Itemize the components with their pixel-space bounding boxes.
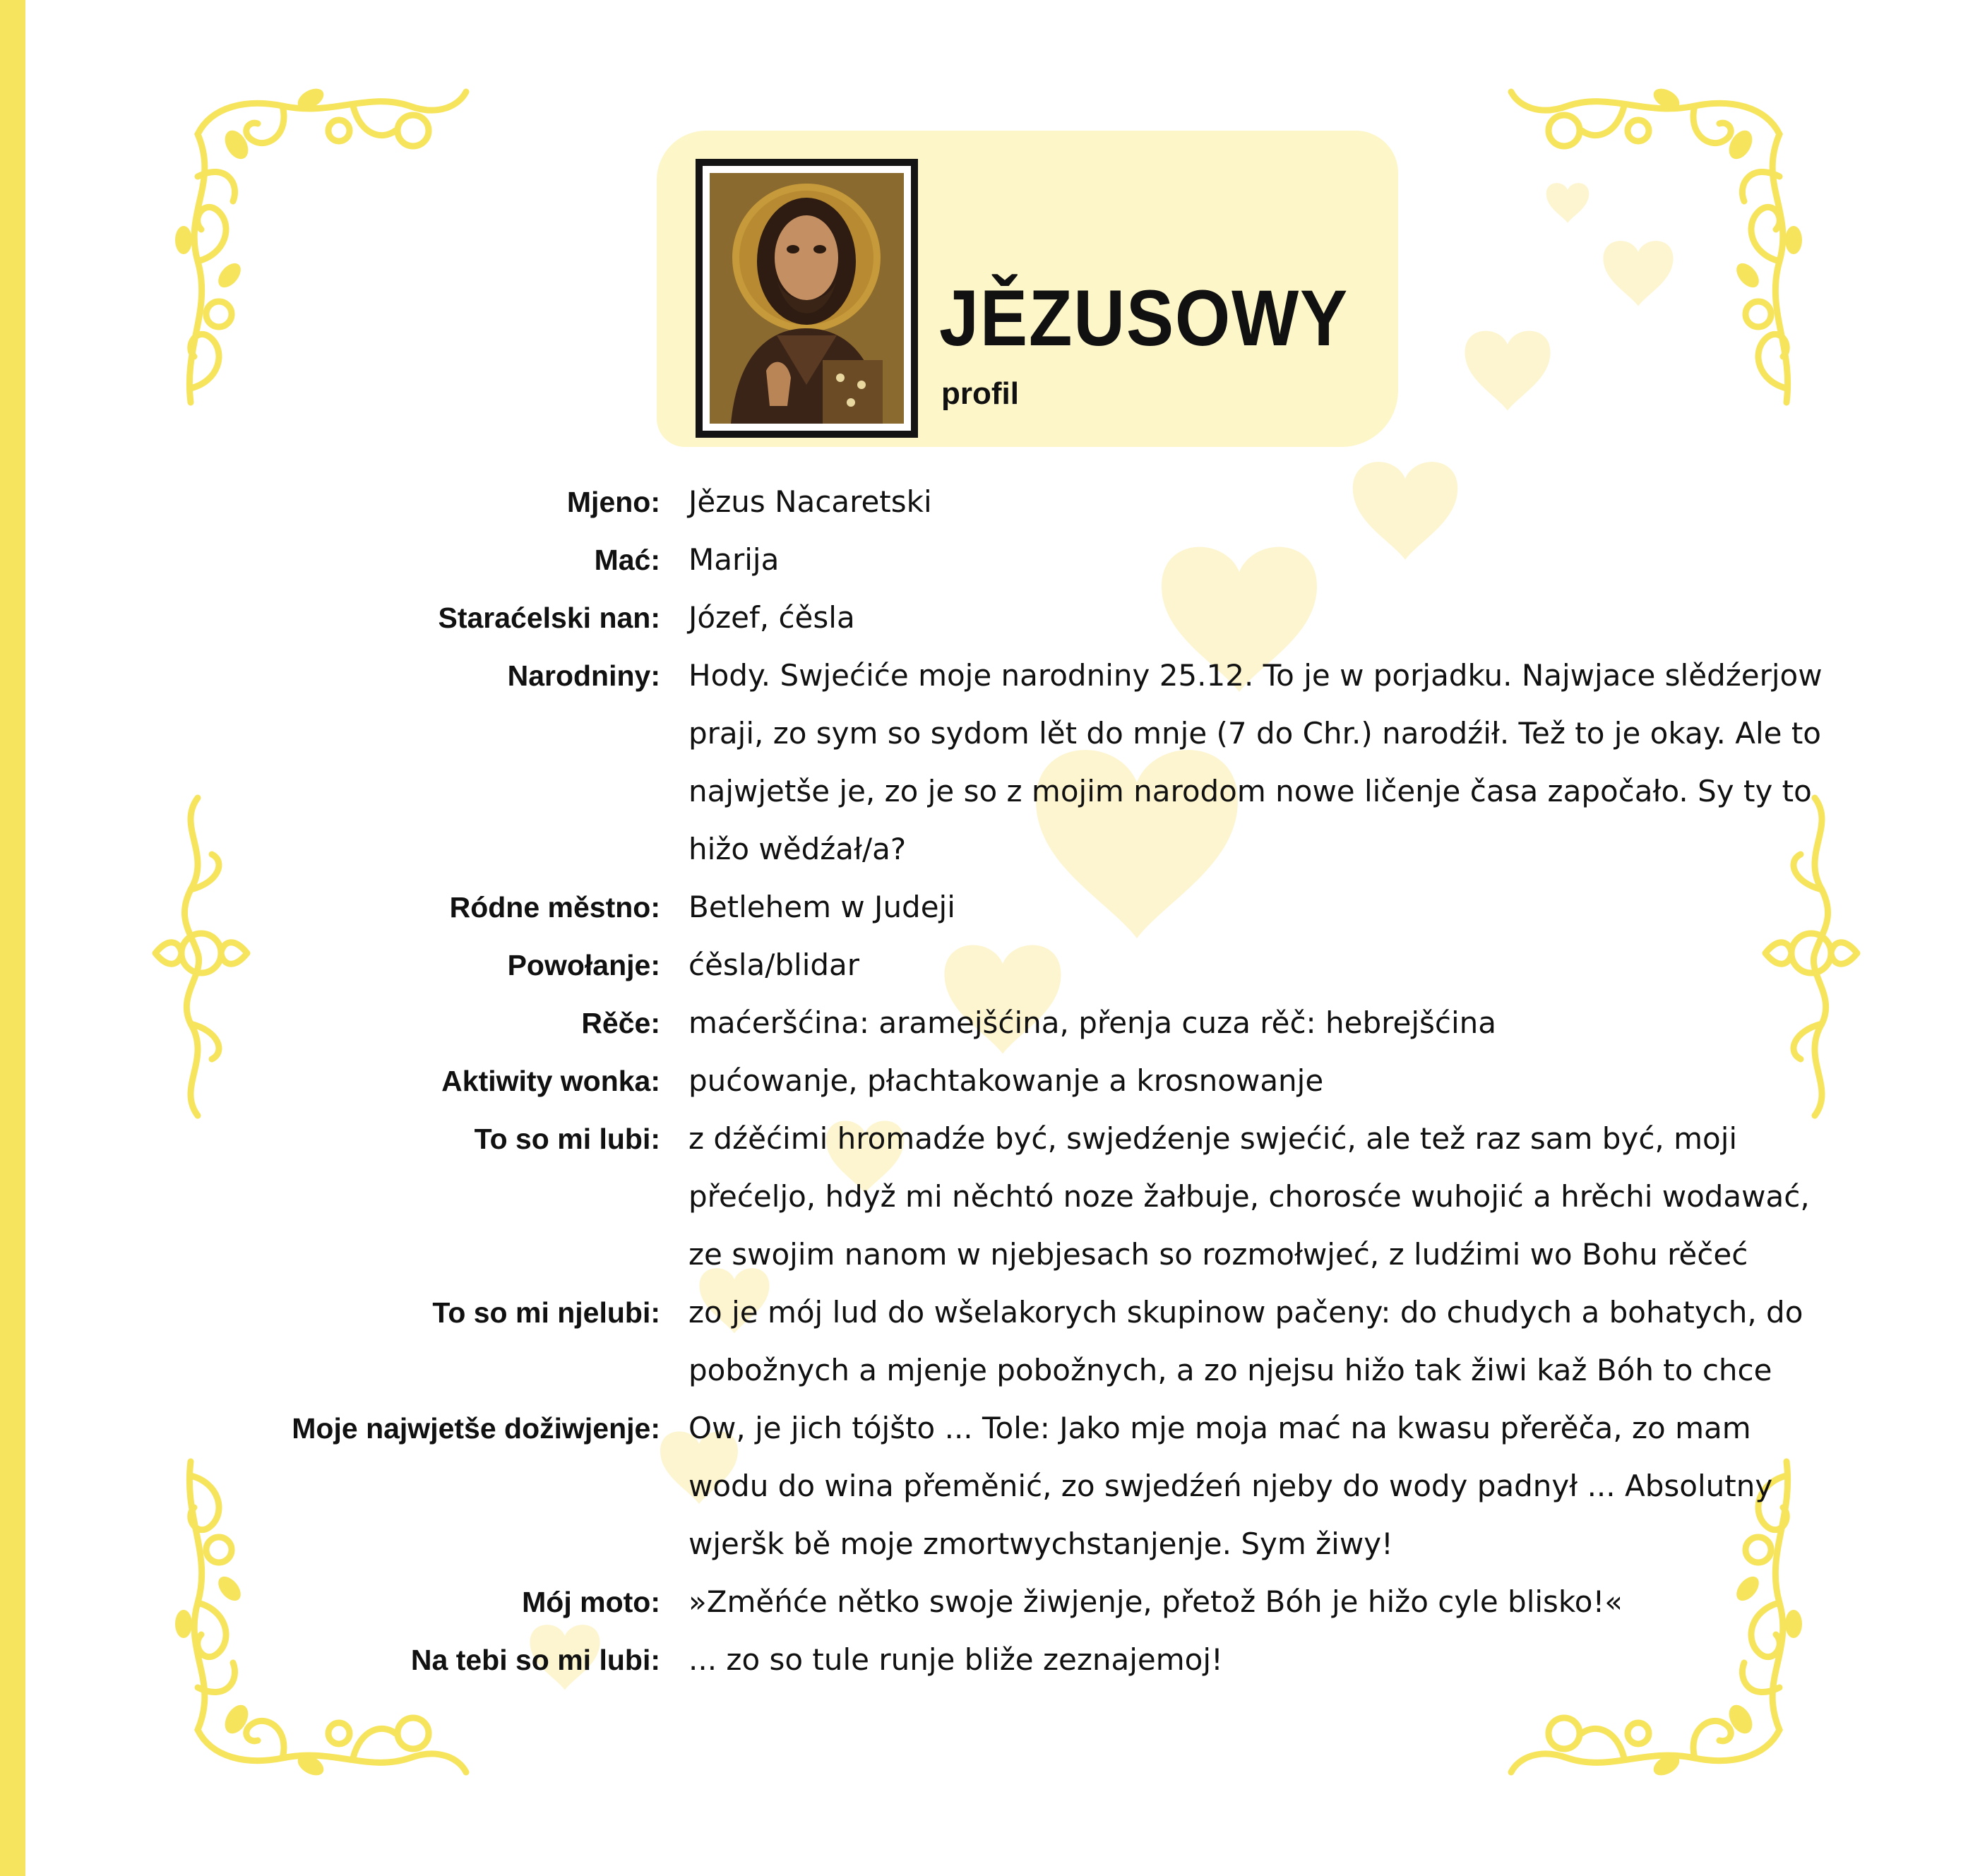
profile-label: Aktiwity wonka: (441, 1065, 660, 1097)
profile-label: Mjeno: (566, 486, 660, 518)
profile-row-languages (0, 994, 1968, 1052)
profile-value: Jězus Nacaretski (688, 484, 932, 519)
profile-label: Moje najwjetše dožiwjenje: (292, 1412, 660, 1445)
profile-row-greatest-experience (0, 1399, 1968, 1573)
profile-value: »Změńće nětko swoje žiwjenje, přetož Bóh je hižo cyle blisko!« (688, 1584, 1623, 1619)
profile-value: ... zo so tule runje bliže zeznajemoj! (688, 1642, 1223, 1677)
profile-list (0, 473, 1968, 1689)
profile-label: Staraćelski nan: (438, 602, 660, 634)
profile-row-outdoor-activities (0, 1052, 1968, 1110)
profile-label: Na tebi so mi lubi: (410, 1644, 660, 1676)
profile-row-likes (0, 1110, 1968, 1284)
profile-row-dislikes (0, 1284, 1968, 1399)
portrait-frame (696, 159, 918, 438)
profile-row-birthplace (0, 878, 1968, 936)
profile-value: Hody. Swjećiće moje narodniny 25.12. To je w porjadku. Najwjace slědźerjow praji, zo sym so sydom lět do mnje (7 do Chr.) narodźił. Tež to je okay. Ale to najwjetše je, zo je so z mojim narodom nowe ličenje časa započało. Sy ty to hižo wědźał/a? (688, 658, 1823, 866)
profile-row-likes-about-you (0, 1631, 1968, 1689)
profile-value: zo je mój lud do wšelakorych skupinow pačeny: do chudych a bohatych, do pobožnych a mjenje pobožnych, a zo njejsu hižo tak žiwi kaž Bóh to chce (688, 1295, 1803, 1387)
corner-ornament-top-right (1497, 78, 1808, 417)
profile-value: Józef, ćěsla (688, 600, 855, 635)
profile-value: pućowanje, płachtakowanje a krosnowanje (688, 1063, 1324, 1098)
page-title: JĚZUSOWY (939, 274, 1349, 362)
profile-value: Ow, je jich tójšto ... Tole: Jako mje moja mać na kwasu přerěča, zo mam wodu do wina přeměnić, zo swjedźeń njeby do wody padnył ... Absolutny wjeršk bě moje zmortwychstanjenje. Sym žiwy! (688, 1411, 1773, 1561)
profile-label: Powołanje: (507, 949, 660, 981)
profile-row-mother (0, 531, 1968, 589)
profile-row-profession (0, 936, 1968, 994)
profile-value: Betlehem w Judeji (688, 890, 955, 924)
profile-value: maćeršćina: aramejšćina, přenja cuza rěč: hebrejšćina (688, 1005, 1497, 1040)
corner-ornament-top-left (169, 78, 480, 417)
profile-label: Narodniny: (507, 659, 660, 692)
christ-icon-portrait (710, 173, 904, 424)
profile-label: Ródne městno: (449, 891, 660, 924)
profile-value: Marija (688, 542, 780, 577)
profile-label: Rěče: (581, 1007, 660, 1039)
profile-label: To so mi lubi: (474, 1123, 660, 1155)
page-subtitle: profil (941, 376, 1019, 411)
profile-row-name (0, 473, 1968, 531)
profile-value: ćěsla/blidar (688, 948, 860, 982)
profile-label: Mać: (594, 544, 660, 576)
profile-row-birthday (0, 647, 1968, 878)
profile-label: To so mi njelubi: (432, 1296, 660, 1329)
profile-row-motto (0, 1573, 1968, 1631)
profile-label: Mój moto: (522, 1586, 660, 1618)
profile-value: z dźěćimi hromadźe być, swjedźenje swjećić, ale tež raz sam być, moji přećeljo, hdyž mi něchtó noze žałbuje, chorosće wuhojić a hrěchi wodawać, ze swojim nanom w njebjesach so rozmołwjeć, z ludźimi wo Bohu rěčeć (688, 1121, 1810, 1272)
profile-row-foster-father (0, 589, 1968, 647)
